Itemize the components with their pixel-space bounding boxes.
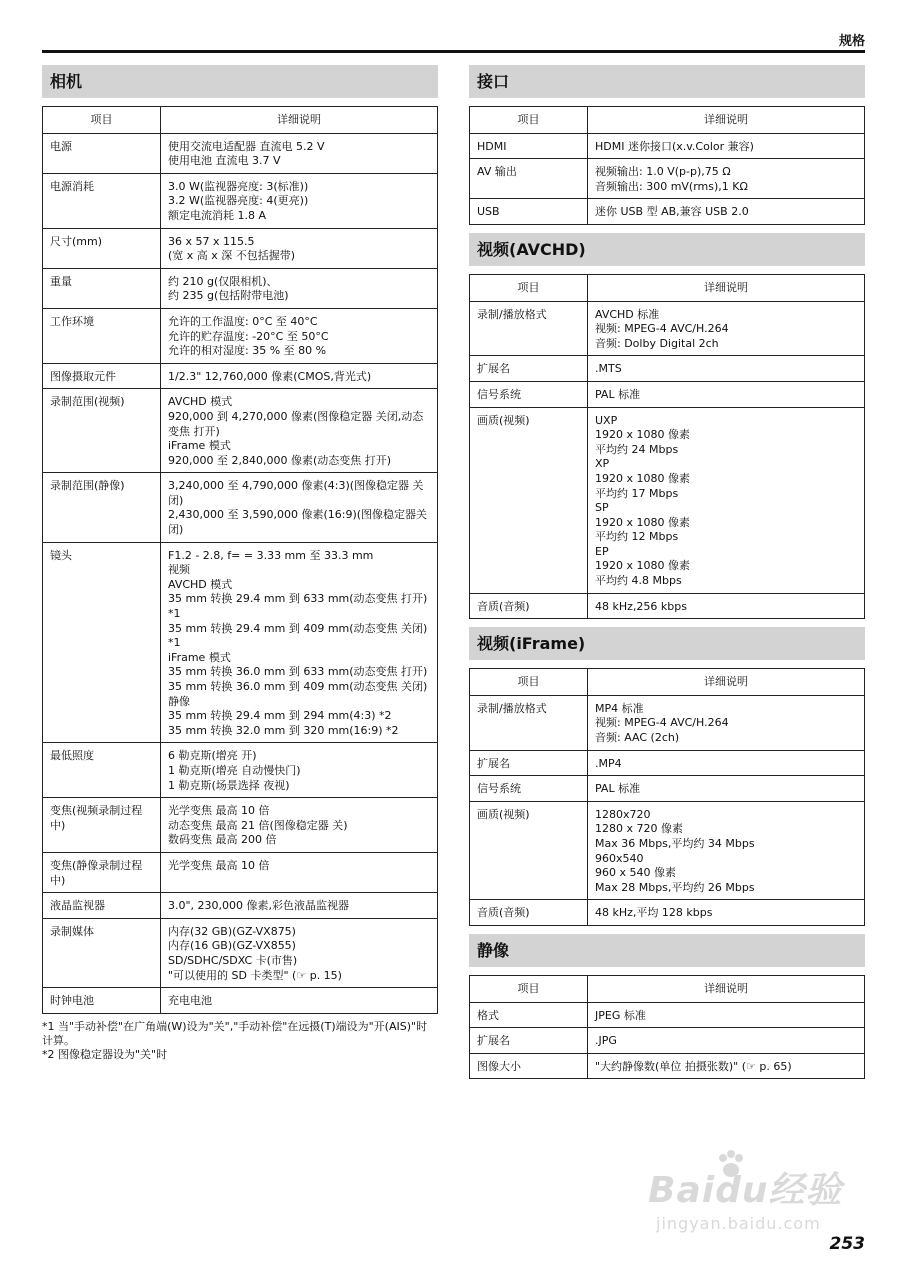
spec-detail: 48 kHz,平均 128 kbps [588,900,865,926]
spec-item: HDMI [470,133,588,159]
spec-detail: 3.0 W(监视器亮度: 3(标准)) 3.2 W(监视器亮度: 4(更亮)) 额定电流消耗 1.8 A [161,173,438,228]
column-header-detail: 详细说明 [588,669,865,696]
spec-item: 液晶监视器 [43,893,161,919]
spec-item: 扩展名 [470,750,588,776]
table-row [470,1053,865,1079]
table-row [470,199,865,225]
spec-detail: UXP 1920 x 1080 像素 平均约 24 Mbps XP 1920 x 1080 像素 平均约 17 Mbps SP 1920 x 1080 像素 平均约 12 Mbps EP 1920 x 1080 像素 平均约 4.8 Mbps [588,407,865,593]
table-header-row [470,975,865,1002]
table-row [470,133,865,159]
column-header-item: 项目 [470,274,588,301]
spec-detail: 光学变焦 最高 10 倍 [161,852,438,892]
spec-item: 录制范围(视频) [43,389,161,473]
spec-detail: PAL 标准 [588,381,865,407]
spec-detail: 光学变焦 最高 10 倍 动态变焦 最高 21 倍(图像稳定器 关) 数码变焦 最高 200 倍 [161,798,438,853]
spec-item: 格式 [470,1002,588,1028]
table-row [470,801,865,900]
spec-detail: 迷你 USB 型 AB,兼容 USB 2.0 [588,199,865,225]
spec-detail: JPEG 标准 [588,1002,865,1028]
spec-item: AV 输出 [470,159,588,199]
spec-item: 变焦(视频录制过程中) [43,798,161,853]
spec-item: 图像大小 [470,1053,588,1079]
spec-item: 扩展名 [470,1028,588,1054]
spec-item: 信号系统 [470,381,588,407]
spec-detail: F1.2 - 2.8, f= = 3.33 mm 至 33.3 mm 视频 AVCHD 模式 35 mm 转换 29.4 mm 到 633 mm(动态变焦 打开) *1 35 mm 转换 29.4 mm 到 409 mm(动态变焦 关闭) *1 iFrame 模式 35 mm 转换 36.0 mm 到 633 mm(动态变焦 打开) 35 mm 转换 36.0 mm 到 409 mm(动态变焦 关闭) 静像 35 mm 转换 29.4 mm 到 294 mm(4:3) *2 35 mm 转换 32.0 mm 到 320 mm(16:9) *2 [161,542,438,743]
spec-detail: 使用交流电适配器 直流电 5.2 V 使用电池 直流电 3.7 V [161,133,438,173]
watermark-url: jingyan.baidu.com [656,1214,821,1233]
spec-item: 音质(音频) [470,593,588,619]
spec-detail: PAL 标准 [588,776,865,802]
spec-detail: 充电电池 [161,988,438,1014]
table-row [43,473,438,542]
table-header-row [470,669,865,696]
spec-detail: 1/2.3" 12,760,000 像素(CMOS,背光式) [161,363,438,389]
camera-spec-table [42,106,438,1014]
spec-detail: .MP4 [588,750,865,776]
table-row [43,988,438,1014]
spec-item: 录制/播放格式 [470,301,588,356]
right-column [469,65,865,1079]
table-header-row [43,107,438,134]
table-row [470,900,865,926]
table-row [43,173,438,228]
column-header-detail: 详细说明 [588,274,865,301]
spec-item: 录制范围(静像) [43,473,161,542]
spec-item: 画质(视频) [470,801,588,900]
spec-detail: 3,240,000 至 4,790,000 像素(4:3)(图像稳定器 关闭) 2,430,000 至 3,590,000 像素(16:9)(图像稳定器关闭) [161,473,438,542]
watermark-logo: Baidu经验 [648,1170,843,1211]
spec-item: 工作环境 [43,308,161,363]
column-header-detail: 详细说明 [161,107,438,134]
avchd-spec-table [469,274,865,619]
spec-detail: 视频输出: 1.0 V(p-p),75 Ω 音频输出: 300 mV(rms),1 KΩ [588,159,865,199]
spec-item: 图像摄取元件 [43,363,161,389]
column-header-detail: 详细说明 [588,975,865,1002]
table-row [43,389,438,473]
spec-item: 重量 [43,268,161,308]
spec-item: 变焦(静像录制过程中) [43,852,161,892]
footnotes [42,1020,438,1062]
table-row [470,301,865,356]
spec-detail: 36 x 57 x 115.5 (宽 x 高 x 深 不包括握带) [161,228,438,268]
spec-item: 电源消耗 [43,173,161,228]
table-row [470,159,865,199]
table-row [43,133,438,173]
iframe-section-title: 视频(iFrame) [469,627,865,660]
spec-detail: AVCHD 标准 视频: MPEG-4 AVC/H.264 音频: Dolby Digital 2ch [588,301,865,356]
spec-detail: 48 kHz,256 kbps [588,593,865,619]
column-header-item: 项目 [470,669,588,696]
spec-detail: 约 210 g(仅限相机)、 约 235 g(包括附带电池) [161,268,438,308]
column-header-item: 项目 [470,975,588,1002]
footnote: *2 图像稳定器设为"关"时 [42,1047,168,1061]
spec-item: 最低照度 [43,743,161,798]
column-header-item: 项目 [470,107,588,134]
page-header [42,30,865,50]
spec-detail: AVCHD 模式 920,000 到 4,270,000 像素(图像稳定器 关闭,动态变焦 打开) iFrame 模式 920,000 至 2,840,000 像素(动态变焦 打开) [161,389,438,473]
camera-section-title: 相机 [42,65,438,98]
table-header-row [470,107,865,134]
table-row [43,918,438,987]
spec-item: 信号系统 [470,776,588,802]
table-row [470,356,865,382]
table-row [470,776,865,802]
table-header-row [470,274,865,301]
table-row [43,798,438,853]
table-row [470,593,865,619]
table-row [43,893,438,919]
spec-detail: 允许的工作温度: 0°C 至 40°C 允许的贮存温度: -20°C 至 50°C 允许的相对湿度: 35 % 至 80 % [161,308,438,363]
spec-detail: 3.0", 230,000 像素,彩色液晶监视器 [161,893,438,919]
table-row [43,363,438,389]
header-section-title: 规格 [838,34,865,49]
table-row [43,542,438,743]
column-header-detail: 详细说明 [588,107,865,134]
spec-detail: 内存(32 GB)(GZ-VX875) 内存(16 GB)(GZ-VX855) SD/SDHC/SDXC 卡(市售) "可以使用的 SD 卡类型" (☞ p. 15) [161,918,438,987]
spec-detail: 1280x720 1280 x 720 像素 Max 36 Mbps,平均约 34 Mbps 960x540 960 x 540 像素 Max 28 Mbps,平均约 26 Mbps [588,801,865,900]
interface-spec-table [469,106,865,225]
column-header-item: 项目 [43,107,161,134]
table-row [470,1028,865,1054]
table-row [43,308,438,363]
spec-item: 镜头 [43,542,161,743]
page-number: 253 [829,1234,865,1254]
table-row [470,695,865,750]
watermark [648,1148,848,1238]
still-spec-table [469,975,865,1079]
still-section-title: 静像 [469,934,865,967]
table-row [43,228,438,268]
spec-detail: 6 勒克斯(增亮 开) 1 勒克斯(增亮 自动慢快门) 1 勒克斯(场景选择 夜视) [161,743,438,798]
iframe-spec-table [469,668,865,926]
spec-item: 音质(音频) [470,900,588,926]
spec-item: USB [470,199,588,225]
spec-detail: .MTS [588,356,865,382]
spec-detail: HDMI 迷你接口(x.v.Color 兼容) [588,133,865,159]
spec-item: 画质(视频) [470,407,588,593]
table-row [470,381,865,407]
spec-item: 电源 [43,133,161,173]
footnote: *1 当"手动补偿"在广角端(W)设为"关","手动补偿"在远摄(T)端设为"开(AIS)"时计算。 [42,1019,428,1047]
avchd-section-title: 视频(AVCHD) [469,233,865,266]
header-rule [42,50,865,53]
table-row [43,268,438,308]
spec-item: 时钟电池 [43,988,161,1014]
interface-section-title: 接口 [469,65,865,98]
spec-detail: "大约静像数(单位 拍摄张数)" (☞ p. 65) [588,1053,865,1079]
table-row [470,407,865,593]
left-column [42,65,438,1062]
spec-detail: .JPG [588,1028,865,1054]
table-row [43,743,438,798]
table-row [43,852,438,892]
spec-detail: MP4 标准 视频: MPEG-4 AVC/H.264 音频: AAC (2ch) [588,695,865,750]
spec-item: 录制/播放格式 [470,695,588,750]
spec-item: 扩展名 [470,356,588,382]
spec-item: 录制媒体 [43,918,161,987]
spec-item: 尺寸(mm) [43,228,161,268]
table-row [470,750,865,776]
table-row [470,1002,865,1028]
